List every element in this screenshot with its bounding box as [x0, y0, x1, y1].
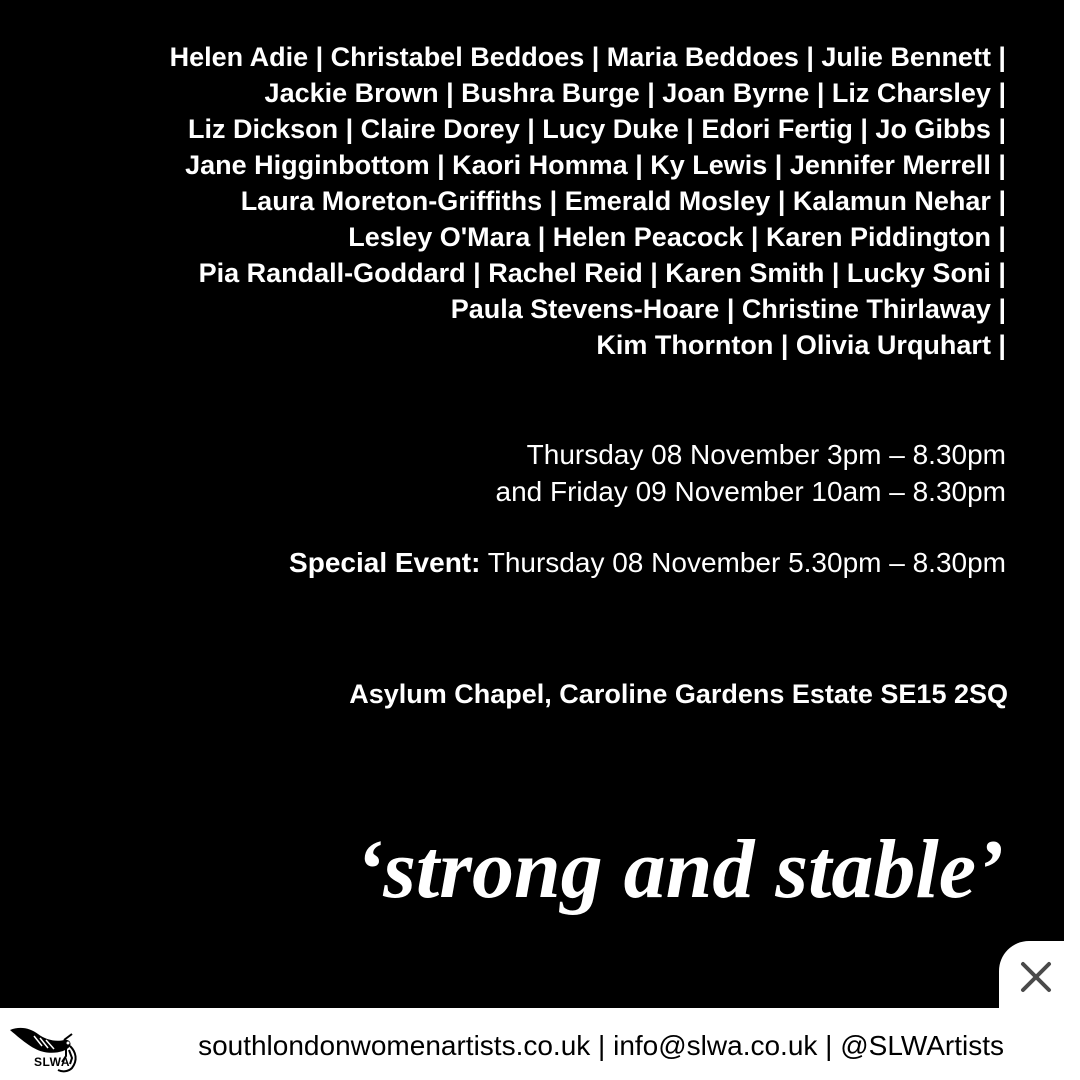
- exhibition-dates: [496, 436, 1007, 510]
- artist-line: Jane Higginbottom | Kaori Homma | Ky Lewis | Jennifer Merrell |: [185, 150, 1006, 180]
- artist-line: Laura Moreton-Griffiths | Emerald Mosley | Kalamun Nehar |: [240, 186, 1006, 216]
- logo-text: SLWA: [34, 1055, 71, 1069]
- artist-line: Pia Randall-Goddard | Rachel Reid | Karen Smith | Lucky Soni |: [198, 258, 1006, 288]
- date-line-thursday: Thursday 08 November 3pm – 8.30pm: [526, 439, 1006, 470]
- date-line-friday: and Friday 09 November 10am – 8.30pm: [495, 476, 1006, 507]
- close-button[interactable]: [1012, 953, 1060, 1001]
- artist-line: Kim Thornton | Olivia Urquhart |: [596, 330, 1006, 360]
- special-event-label: Special Event:: [289, 547, 481, 578]
- artist-line: Liz Dickson | Claire Dorey | Lucy Duke | Edori Fertig | Jo Gibbs |: [188, 114, 1006, 144]
- right-border: [1064, 0, 1080, 1008]
- venue-address: Asylum Chapel, Caroline Gardens Estate SE15 2SQ: [349, 679, 1008, 709]
- exhibition-title: ‘strong and stable’: [355, 823, 1004, 916]
- artist-line: Paula Stevens-Hoare | Christine Thirlaway |: [450, 294, 1006, 324]
- artist-list: [0, 39, 1006, 363]
- special-event-time: Thursday 08 November 5.30pm – 8.30pm: [480, 547, 1006, 578]
- artist-line: Helen Adie | Christabel Beddoes | Maria Beddoes | Julie Bennett |: [169, 42, 1006, 72]
- artist-line: Jackie Brown | Bushra Burge | Joan Byrne | Liz Charsley |: [264, 78, 1006, 108]
- special-event: [289, 544, 1006, 581]
- artist-line: Lesley O'Mara | Helen Peacock | Karen Piddington |: [348, 222, 1006, 252]
- close-icon: [1012, 953, 1060, 1001]
- footer-contact: southlondonwomenartists.co.uk | info@slwa.co.uk | @SLWArtists: [198, 1030, 1004, 1061]
